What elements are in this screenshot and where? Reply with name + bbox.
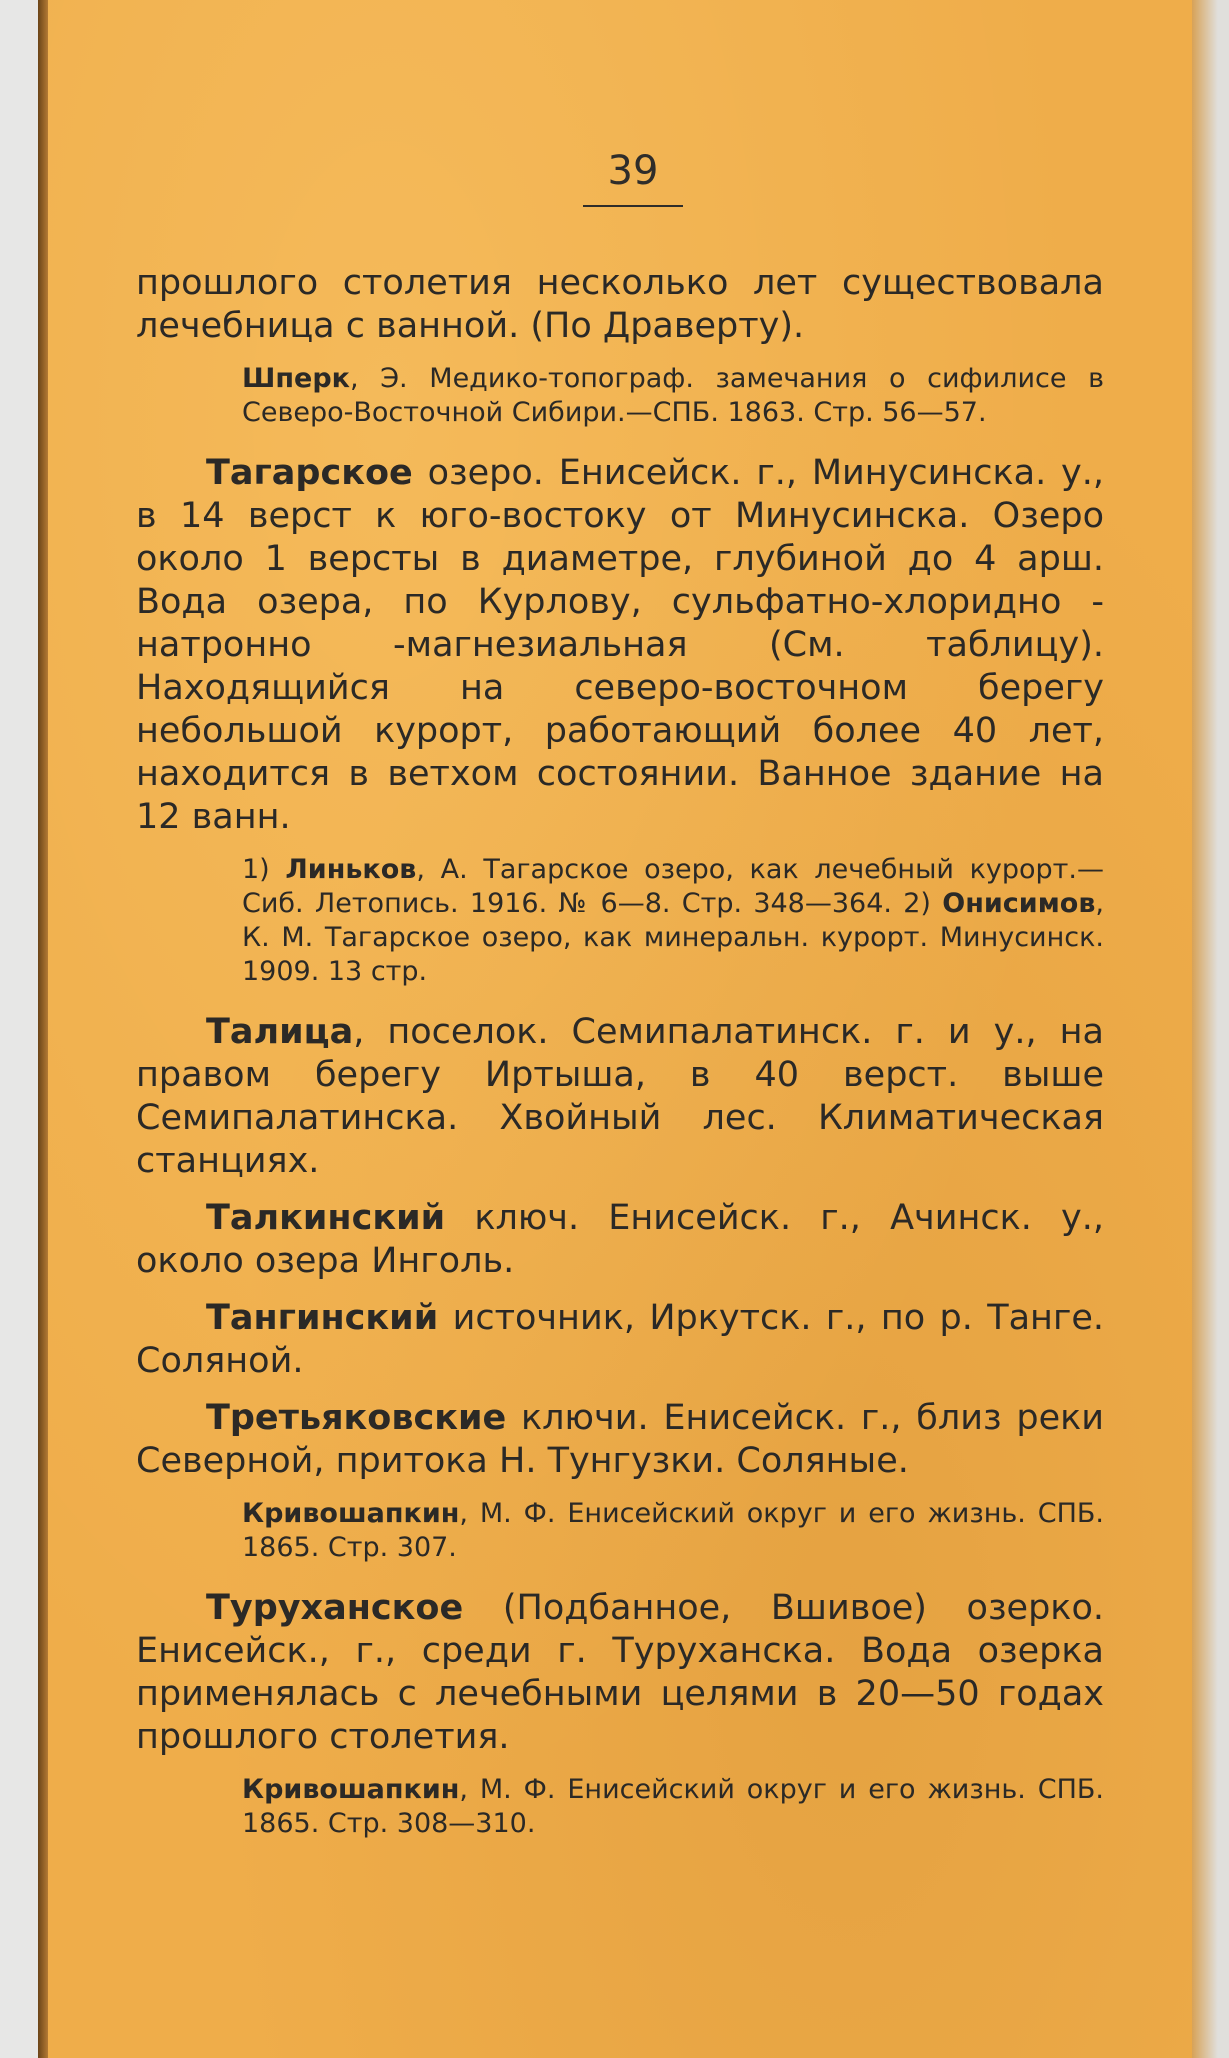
citation-krivoshapkin-2: Кривошапкин, М. Ф. Енисейский округ и его жизнь. СПБ. 1865. Стр. 308—310. <box>242 1774 1104 1839</box>
entry-tanginsky: Тангинский источник, Иркутск. г., по р. Танге. Соляной. <box>136 1298 1104 1381</box>
citation-krivoshapkin-1: Кривошапкин, М. Ф. Енисейский округ и его жизнь. СПБ. 1865. Стр. 307. <box>242 1498 1104 1563</box>
page-number: 39 <box>607 148 659 194</box>
page-text <box>136 262 1104 1841</box>
entry-turukhanskoe: Туруханское (Подбанное, Вшивое) озерко. Енисейск., г., среди г. Туруханска. Вода озерка применялась с лечебными целями в 20—50 годах прошлого столетия. <box>136 1588 1104 1757</box>
citation-tagarskoe: 1) Линьков, А. Тагарское озеро, как лечебный курорт.—Сиб. Летопись. 1916. № 6—8. Стр. 348—364. 2) Онисимов, К. М. Тагарское озеро, как минеральн. курорт. Минусинск. 1909. 13 стр. <box>242 854 1104 987</box>
page-spine-edge <box>38 0 48 2058</box>
page-number-underline <box>583 205 683 207</box>
paragraph-continuation: прошлого столетия несколько лет существовала лечебница с ванной. (По Драверту). <box>136 263 1104 346</box>
citation-sperk: Шперк, Э. Медико-топограф. замечания о сифилисе в Северо-Восточной Сибири.—СПБ. 1863. Стр. 56—57. <box>242 363 1104 428</box>
entry-talkinsky: Талкинский ключ. Енисейск. г., Ачинск. у., около озера Инголь. <box>136 1198 1104 1281</box>
entry-tagarskoe: Тагарское озеро. Енисейск. г., Минусинска. у., в 14 верст к юго-востоку от Минусинска. Озеро около 1 версты в диаметре, глубиной до 4 арш. Вода озера, по Курлову, сульфатно-хлоридно - натронно -магнезиальная (См. таблицу). Находящийся на северо-восточном берегу небольшой курорт, работающий более 40 лет, находится в ветхом состоянии. Ванное здание на 12 ванн. <box>136 453 1104 837</box>
page-right-edge <box>1192 0 1229 2058</box>
entry-tretyakovskie: Третьяковские ключи. Енисейск. г., близ реки Северной, притока Н. Тунгузки. Соляные. <box>136 1398 1104 1481</box>
entry-talitsa: Талица, поселок. Семипалатинск. г. и у., на правом берегу Иртыша, в 40 верст. выше Семипалатинска. Хвойный лес. Климатическая станциях. <box>136 1012 1104 1181</box>
